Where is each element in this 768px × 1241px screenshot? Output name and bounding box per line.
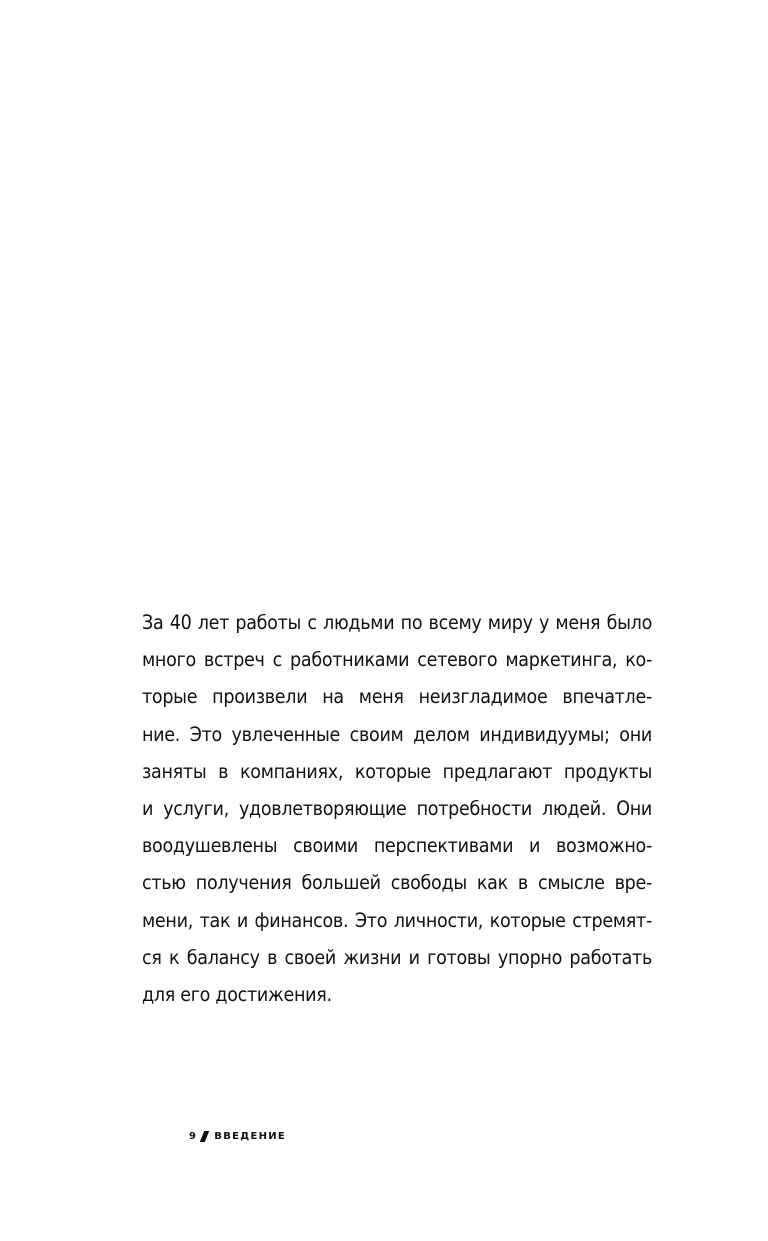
paragraph-line: много встреч с работниками сетевого маркетинга, ко- (142, 648, 652, 672)
page-number: 9 (189, 1131, 198, 1142)
slash-divider-icon (200, 1131, 209, 1142)
paragraph-line: ся к балансу в своей жизни и готовы упорно работать (142, 945, 652, 969)
paragraph-line: ние. Это увлеченные своим делом индивидуумы; они (142, 722, 652, 746)
paragraph-line: заняты в компаниях, которые предлагают продукты (142, 759, 652, 783)
paragraph-line: За 40 лет работы с людьми по всему миру у меня было (142, 611, 652, 634)
body-paragraph (142, 604, 652, 1013)
paragraph-line: для его достижения. (142, 982, 332, 1006)
page-footer (189, 1131, 286, 1142)
chapter-title: ВВЕДЕНИЕ (214, 1131, 287, 1142)
paragraph-line: стью получения большей свободы как в смысле вре- (142, 871, 652, 895)
paragraph-line: торые произвели на меня неизгладимое впечатле- (142, 685, 652, 709)
paragraph-line: воодушевлены своими перспективами и возможно- (142, 834, 652, 858)
paragraph-line: и услуги, удовлетворяющие потребности людей. Они (142, 796, 652, 820)
paragraph-line: мени, так и финансов. Это личности, которые стремят- (142, 908, 652, 932)
